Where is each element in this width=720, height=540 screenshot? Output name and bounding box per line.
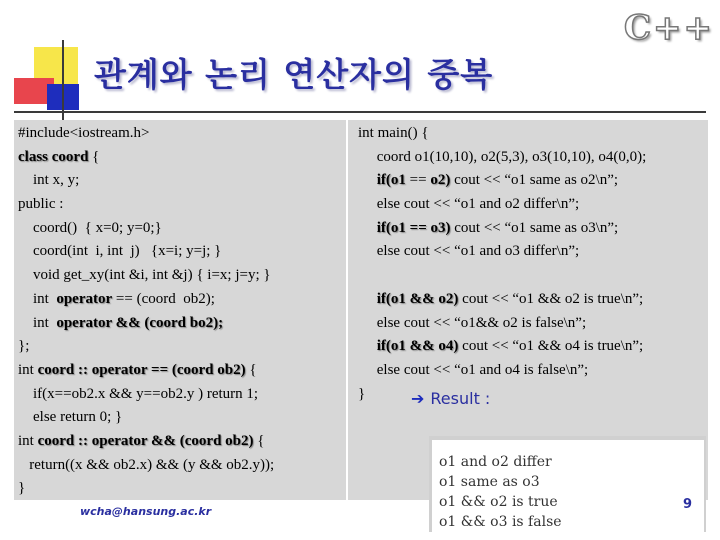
code-line <box>18 264 274 288</box>
code-line <box>18 406 274 430</box>
code-token: else cout << “o1 and o3 differ\n”; <box>358 243 580 260</box>
code-token: operator && (coord bo2); <box>56 314 224 331</box>
result-label <box>411 389 490 408</box>
cpp-logo: C++ <box>624 8 715 48</box>
code-token: int <box>18 432 38 449</box>
code-token: int main() { <box>358 125 429 141</box>
output-line: o1 && o2 is true <box>439 494 558 510</box>
code-line <box>358 217 646 241</box>
code-line <box>18 169 274 193</box>
code-token: if(o1 && o2) <box>376 290 459 307</box>
code-token: coord :: operator == (coord ob2) <box>37 361 246 378</box>
main-function-code <box>358 122 646 406</box>
code-line <box>358 240 646 264</box>
code-token: cout << “o1 && o2 is true\n”; <box>458 290 644 307</box>
slide-title: 관계와 논리 연산자의 중복 <box>94 55 494 94</box>
code-line <box>18 454 274 478</box>
footer-email: wcha@hansung.ac.kr <box>80 505 212 518</box>
code-token: else cout << “o1 and o4 is false\n”; <box>358 361 589 378</box>
class-definition-code <box>18 122 274 501</box>
code-token: int <box>18 290 57 307</box>
code-token: int x, y; <box>18 172 80 189</box>
code-line <box>18 335 274 359</box>
code-line <box>358 264 646 288</box>
code-line <box>358 359 646 383</box>
code-token: if(o1 && o4) <box>376 338 459 355</box>
code-token: cout << “o1 same as o2\n”; <box>450 172 619 189</box>
accent-vertical-rule <box>62 40 64 122</box>
code-line <box>18 312 274 336</box>
code-token: return((x && ob2.x) && (y && ob2.y)); <box>18 456 275 473</box>
title-underline <box>14 111 706 113</box>
code-token: { <box>253 432 265 449</box>
code-token: class coord <box>18 148 89 165</box>
code-token: public : <box>18 196 64 213</box>
code-token: else return 0; } <box>18 409 123 426</box>
code-line <box>358 288 646 312</box>
code-line <box>358 146 646 170</box>
code-token <box>358 220 377 236</box>
code-token: if(o1 <box>376 172 406 189</box>
code-token: }; <box>18 338 30 355</box>
code-token <box>358 172 377 188</box>
code-token: coord() { x=0; y=0;} <box>18 219 162 236</box>
code-token: cout << “o1 && o4 is true\n”; <box>458 338 644 355</box>
code-token: #include<iostream.h> <box>18 125 150 141</box>
code-token <box>358 338 377 354</box>
code-line <box>358 335 646 359</box>
code-token <box>358 291 377 307</box>
code-token: { <box>88 148 100 165</box>
output-line: o1 and o2 differ <box>439 454 552 470</box>
code-line <box>18 477 274 501</box>
code-token: if(o1 == o3) <box>376 219 451 236</box>
code-line <box>18 193 274 217</box>
code-token: int <box>18 361 38 378</box>
code-line <box>358 193 646 217</box>
code-line <box>358 169 646 193</box>
code-line <box>358 312 646 336</box>
code-token: operator <box>56 290 113 307</box>
result-text: Result : <box>430 389 491 408</box>
code-token: cout << “o1 same as o3\n”; <box>450 219 619 236</box>
output-line: o1 same as o3 <box>439 474 540 490</box>
code-line <box>18 430 274 454</box>
code-token: coord(int i, int j) {x=i; y=j; } <box>18 243 222 260</box>
code-token: } <box>358 385 366 402</box>
code-line <box>18 146 274 170</box>
code-token: coord :: operator && (coord ob2) <box>37 432 254 449</box>
code-token: void get_xy(int &i, int &j) { i=x; j=y; } <box>18 267 271 284</box>
code-line <box>358 122 646 146</box>
code-token: == (coord ob2); <box>112 290 215 307</box>
code-line <box>18 359 274 383</box>
code-token: o2) <box>430 172 451 189</box>
code-line <box>18 383 274 407</box>
code-token: if(x==ob2.x && y==ob2.y ) return 1; <box>18 385 259 402</box>
output-line: o1 && o3 is false <box>439 514 562 530</box>
code-line <box>358 383 646 407</box>
code-token: { <box>245 361 257 378</box>
code-token: else cout << “o1&& o2 is false\n”; <box>358 314 587 331</box>
code-token: int <box>18 314 57 331</box>
code-token: coord o1(10,10), o2(5,3), o3(10,10), o4(0,0); <box>358 148 647 165</box>
code-line <box>18 217 274 241</box>
page-number: 9 <box>683 497 693 512</box>
code-line <box>18 240 274 264</box>
code-token: else cout << “o1 and o2 differ\n”; <box>358 196 580 213</box>
program-output-text <box>439 452 562 532</box>
right-arrow-icon: ➔ <box>411 389 425 408</box>
code-token: } <box>18 480 26 497</box>
code-line <box>18 122 274 146</box>
code-line <box>18 288 274 312</box>
code-token: == <box>405 172 431 189</box>
